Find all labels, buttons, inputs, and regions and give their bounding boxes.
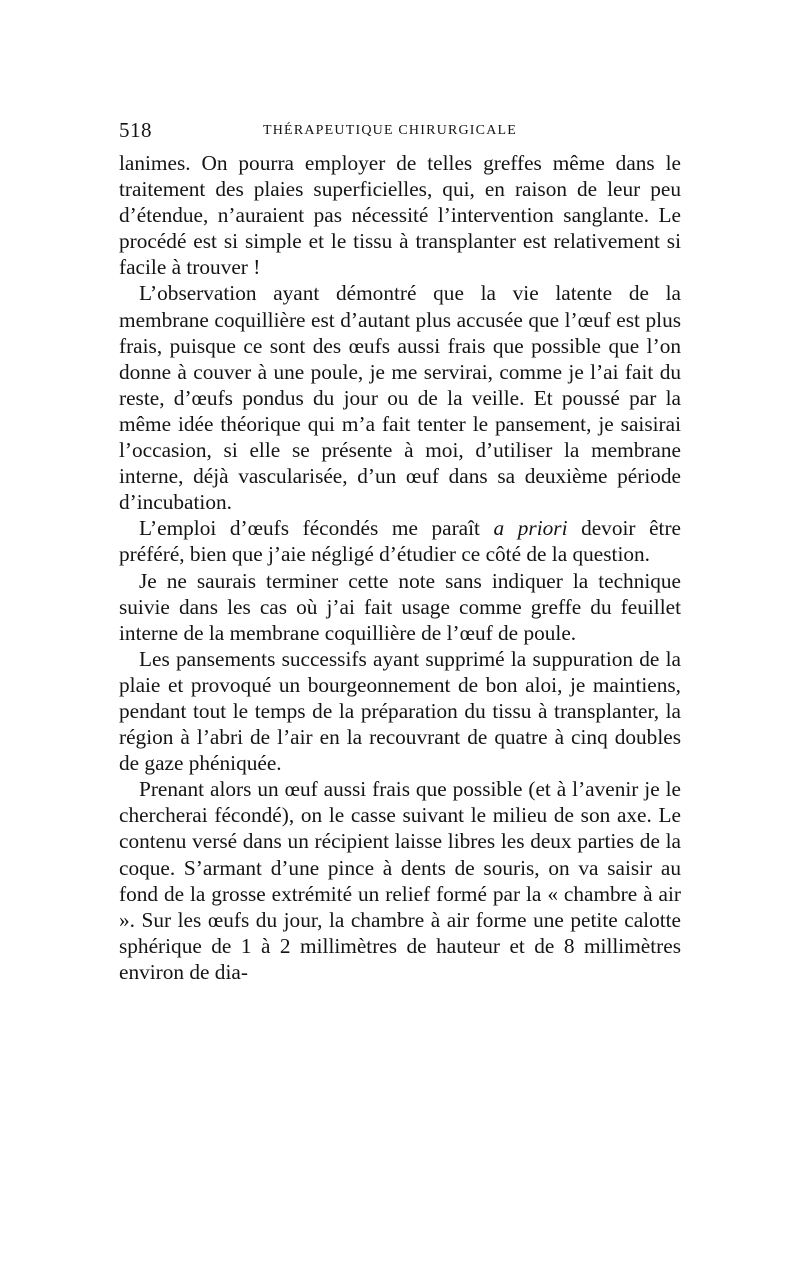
italic-phrase: a priori	[493, 516, 568, 541]
paragraph-observation: L’observation ayant démontré que la vie latente de la membrane coquillière est d’autant plus accusée que l’œuf est plus frais, puisque ce sont des œufs aussi frais que possible que l’on donne à couver à une poule, je me servirai, comme je l’ai fait du reste, d’œufs pondus du jour ou de la veille. Et poussé par la même idée théorique qui m’a fait tenter le pansement, je saisirai l’occasion, si elle se présente à moi, d’utiliser la membrane interne, déjà vascularisée, d’un œuf dans sa deuxième période d’incubation.	[119, 281, 681, 515]
paragraph-fecundated-eggs-end: devoir être préféré, bien que j’aie négligé d’étudier ce côté de la question.	[119, 516, 681, 567]
paragraph-fecundated-eggs	[119, 515, 681, 567]
paragraph-technique-intro: Je ne saurais terminer cette note sans indiquer la technique suivie dans les cas où j’ai fait usage comme greffe du feuillet interne de la membrane coquillière de l’œuf de poule.	[119, 568, 681, 645]
paragraph-dressings: Les pansements successifs ayant supprimé la suppuration de la plaie et provoqué un bourgeonnement de bon aloi, je maintiens, pendant tout le temps de la préparation du tissu à transplanter, la région à l’abri de l’air en la recouvrant de quatre à cinq doubles de gaze phéniquée.	[119, 646, 681, 776]
paragraph-continuation: lanimes. On pourra employer de telles greffes même dans le traitement des plaies superficielles, qui, en raison de leur peu d’étendue, n’auraient pas nécessité l’intervention sanglante. Le procédé est si simple et le tissu à transplanter est relativement si facile à trouver !	[119, 151, 681, 280]
book-page	[119, 118, 681, 985]
body-text	[119, 150, 681, 985]
running-title: THÉRAPEUTIQUE CHIRURGICALE	[263, 123, 518, 138]
page-header	[119, 118, 681, 150]
paragraph-egg-preparation: Prenant alors un œuf aussi frais que possible (et à l’avenir je le chercherai fécondé), on le casse suivant le milieu de son axe. Le contenu versé dans un récipient laisse libres les deux parties de la coque. S’armant d’une pince à dents de souris, on va saisir au fond de la grosse extrémité un relief formé par la « chambre à air ». Sur les œufs du jour, la chambre à air forme une petite calotte sphérique de 1 à 2 millimètres de hauteur et de 8 millimètres environ de dia-	[119, 777, 681, 984]
page-number: 518	[119, 118, 152, 142]
paragraph-fecundated-eggs-start: L’emploi d’œufs fécondés me paraît	[139, 516, 494, 541]
